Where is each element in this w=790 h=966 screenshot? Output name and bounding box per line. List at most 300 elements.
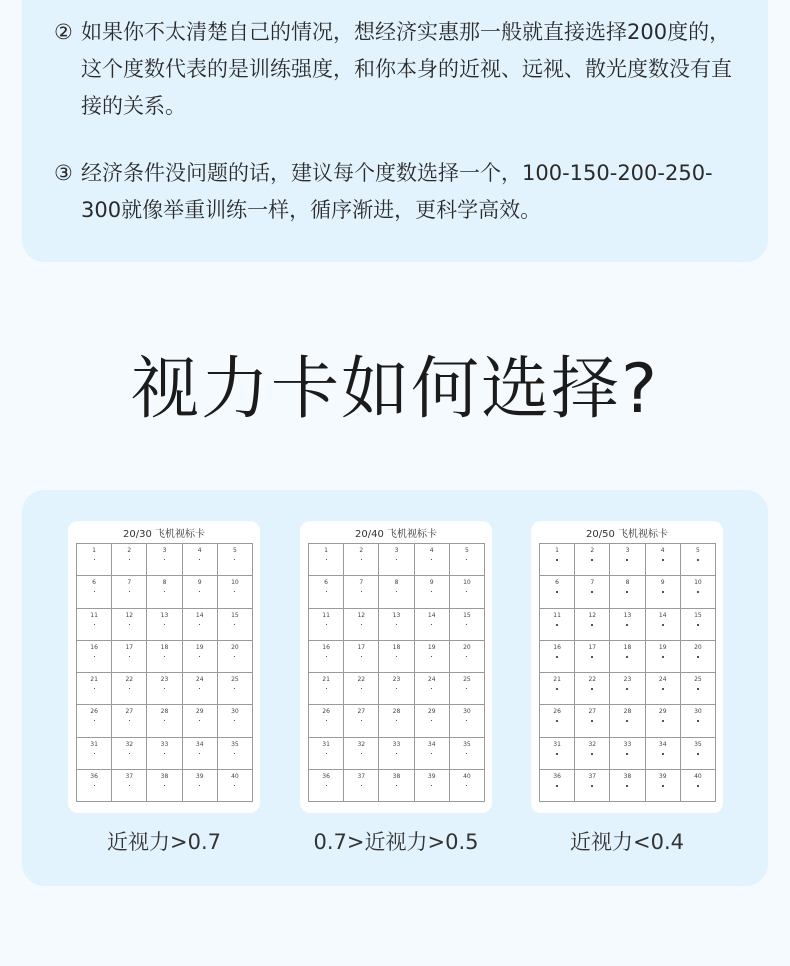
grid-cell-number: 12 <box>588 611 597 619</box>
target-mark <box>199 720 200 721</box>
target-mark <box>326 624 327 625</box>
grid-cell <box>344 544 379 576</box>
grid-cell <box>610 544 645 576</box>
grid-cell-number: 1 <box>324 547 328 554</box>
grid-cell-number: 28 <box>392 708 401 716</box>
grid-cell <box>415 673 450 705</box>
grid-cell-number: 16 <box>553 643 561 651</box>
target-mark <box>234 720 235 721</box>
grid-cell-number: 8 <box>625 579 630 587</box>
grid-cell <box>540 544 575 576</box>
target-mark <box>94 591 95 592</box>
grid-cell-number: 10 <box>694 579 702 587</box>
grid-cell-number: 37 <box>588 772 597 780</box>
target-mark <box>129 624 130 625</box>
grid-cell <box>218 738 253 770</box>
grid-cell-number: 13 <box>160 611 169 619</box>
grid-cell-number: 21 <box>322 676 330 683</box>
target-mark <box>361 785 362 786</box>
grid-cell <box>681 770 716 802</box>
grid-cell <box>112 641 147 673</box>
grid-cell <box>344 705 379 737</box>
card-grid <box>76 543 253 802</box>
target-mark <box>556 591 558 593</box>
target-mark <box>591 753 593 755</box>
grid-cell-number: 19 <box>658 643 667 651</box>
grid-cell-number: 2 <box>127 547 132 554</box>
grid-cell <box>540 609 575 641</box>
grid-cell-number: 23 <box>623 676 632 683</box>
grid-cell-number: 29 <box>427 708 436 716</box>
card-caption-1: 近视力>0.7 <box>107 830 221 854</box>
grid-cell <box>77 576 112 608</box>
target-mark <box>164 656 165 657</box>
target-mark <box>234 591 235 592</box>
target-mark <box>396 720 397 721</box>
grid-cell <box>681 673 716 705</box>
grid-cell <box>450 544 485 576</box>
grid-cell-number: 30 <box>694 708 702 716</box>
target-mark <box>431 785 432 786</box>
target-mark <box>697 785 699 787</box>
target-mark <box>662 720 664 722</box>
target-mark <box>94 559 95 560</box>
grid-cell <box>610 738 645 770</box>
grid-cell-number: 8 <box>162 579 167 587</box>
target-mark <box>591 624 593 626</box>
target-mark <box>199 785 200 786</box>
grid-cell <box>681 609 716 641</box>
grid-cell <box>183 544 218 576</box>
target-mark <box>94 688 95 689</box>
grid-cell <box>344 641 379 673</box>
grid-cell <box>112 673 147 705</box>
card-title: 20/40 飞机视标卡 <box>355 529 437 540</box>
target-mark <box>129 785 130 786</box>
grid-cell-number: 7 <box>590 579 595 587</box>
target-mark <box>361 624 362 625</box>
grid-cell <box>77 641 112 673</box>
target-mark <box>164 624 165 625</box>
grid-cell-number: 35 <box>231 740 239 748</box>
target-mark <box>431 753 432 754</box>
grid-cell-number: 33 <box>392 740 401 748</box>
grid-cell <box>681 544 716 576</box>
target-mark <box>326 785 327 786</box>
target-mark <box>626 656 628 658</box>
grid-cell-number: 22 <box>588 676 597 683</box>
grid-cell-number: 33 <box>160 740 169 748</box>
target-mark <box>199 688 200 689</box>
grid-cell-number: 12 <box>125 611 134 619</box>
target-mark <box>129 753 130 754</box>
grid-cell <box>147 673 182 705</box>
target-mark <box>361 720 362 721</box>
grid-cell <box>575 641 610 673</box>
target-mark <box>199 591 200 592</box>
grid-cell <box>415 609 450 641</box>
grid-cell-number: 10 <box>463 579 471 587</box>
grid-cell-number: 26 <box>553 708 561 716</box>
card-title: 20/50 飞机视标卡 <box>586 529 668 540</box>
target-mark <box>94 720 95 721</box>
grid-cell <box>379 705 414 737</box>
grid-cell-number: 40 <box>231 772 239 780</box>
target-mark <box>234 753 235 754</box>
target-mark <box>431 720 432 721</box>
target-mark <box>234 688 235 689</box>
target-mark <box>361 559 362 560</box>
target-mark <box>326 656 327 657</box>
grid-cell <box>77 738 112 770</box>
grid-cell <box>344 673 379 705</box>
grid-cell <box>610 770 645 802</box>
grid-cell-number: 11 <box>90 611 98 619</box>
grid-cell <box>379 576 414 608</box>
card-title: 20/30 飞机视标卡 <box>123 529 205 540</box>
grid-cell <box>309 770 344 802</box>
target-mark <box>466 785 467 786</box>
grid-cell <box>540 576 575 608</box>
target-mark <box>626 624 628 626</box>
grid-cell <box>112 576 147 608</box>
grid-cell <box>540 705 575 737</box>
target-mark <box>326 559 327 560</box>
grid-cell-number: 18 <box>392 643 401 651</box>
grid-cell <box>77 705 112 737</box>
tip-3-number: ③ <box>54 161 73 185</box>
grid-cell-number: 9 <box>429 579 434 587</box>
grid-cell-number: 38 <box>392 772 401 780</box>
target-mark <box>431 624 432 625</box>
grid-cell <box>112 705 147 737</box>
grid-cell <box>147 641 182 673</box>
grid-cell <box>415 770 450 802</box>
grid-cell <box>218 641 253 673</box>
grid-cell <box>575 576 610 608</box>
tip-3 <box>54 155 744 229</box>
grid-cell <box>450 770 485 802</box>
grid-cell-number: 31 <box>90 740 98 748</box>
tip-2 <box>54 14 744 125</box>
target-mark <box>431 688 432 689</box>
target-mark <box>94 785 95 786</box>
section-heading: 视力卡如何选择? <box>130 350 660 429</box>
grid-cell <box>681 738 716 770</box>
grid-cell-number: 25 <box>694 676 702 683</box>
grid-cell-number: 7 <box>127 579 132 587</box>
grid-cell <box>415 576 450 608</box>
grid-cell <box>540 738 575 770</box>
grid-cell-number: 27 <box>125 708 134 716</box>
grid-cell-number: 40 <box>463 772 471 780</box>
grid-cell <box>450 673 485 705</box>
grid-cell-number: 35 <box>694 740 702 748</box>
grid-cell <box>646 544 681 576</box>
grid-cell <box>218 576 253 608</box>
grid-cell <box>415 544 450 576</box>
grid-cell <box>344 738 379 770</box>
grid-cell-number: 6 <box>92 579 96 587</box>
grid-cell <box>415 738 450 770</box>
vision-card-20-30 <box>68 521 260 813</box>
target-mark <box>556 559 558 561</box>
grid-cell <box>415 641 450 673</box>
target-mark <box>626 753 628 755</box>
target-mark <box>396 591 397 592</box>
grid-cell <box>610 576 645 608</box>
grid-cell-number: 29 <box>195 708 204 716</box>
grid-cell <box>450 609 485 641</box>
grid-cell <box>450 641 485 673</box>
target-mark <box>164 591 165 592</box>
grid-cell-number: 14 <box>658 611 667 619</box>
grid-cell-number: 15 <box>694 611 702 619</box>
target-mark <box>396 688 397 689</box>
grid-cell <box>183 738 218 770</box>
grid-cell <box>309 641 344 673</box>
target-mark <box>626 688 628 690</box>
grid-cell-number: 14 <box>427 611 436 619</box>
grid-cell-number: 38 <box>623 772 632 780</box>
grid-cell-number: 34 <box>427 740 436 748</box>
tip-2-number: ② <box>54 20 73 44</box>
grid-cell <box>112 544 147 576</box>
grid-cell-number: 9 <box>660 579 665 587</box>
target-mark <box>591 720 593 722</box>
grid-cell <box>344 576 379 608</box>
grid-cell-number: 3 <box>162 547 167 554</box>
grid-cell-number: 8 <box>394 579 399 587</box>
grid-cell-number: 3 <box>625 547 630 554</box>
grid-cell <box>646 770 681 802</box>
grid-cell <box>379 641 414 673</box>
grid-cell <box>575 673 610 705</box>
grid-cell <box>450 576 485 608</box>
target-mark <box>234 656 235 657</box>
grid-cell-number: 35 <box>463 740 471 748</box>
grid-cell-number: 39 <box>427 772 436 780</box>
grid-cell <box>610 705 645 737</box>
grid-cell-number: 28 <box>623 708 632 716</box>
grid-cell-number: 23 <box>392 676 401 683</box>
grid-cell <box>379 609 414 641</box>
grid-cell-number: 18 <box>160 643 169 651</box>
target-mark <box>466 559 467 560</box>
target-mark <box>164 688 165 689</box>
target-mark <box>697 624 699 626</box>
target-mark <box>662 656 664 658</box>
grid-cell <box>450 738 485 770</box>
target-mark <box>466 720 467 721</box>
target-mark <box>556 624 558 626</box>
grid-cell <box>183 705 218 737</box>
grid-cell-number: 22 <box>357 676 366 683</box>
target-mark <box>556 753 558 755</box>
grid-cell-number: 22 <box>125 676 134 683</box>
target-mark <box>556 656 558 658</box>
grid-cell <box>540 641 575 673</box>
grid-cell-number: 36 <box>90 772 98 780</box>
target-mark <box>129 559 130 560</box>
target-mark <box>466 656 467 657</box>
target-mark <box>591 591 593 593</box>
grid-cell <box>575 705 610 737</box>
target-mark <box>396 624 397 625</box>
grid-cell <box>309 544 344 576</box>
grid-cell-number: 12 <box>357 611 366 619</box>
card-grid <box>539 543 716 802</box>
target-mark <box>626 720 628 722</box>
grid-cell-number: 7 <box>359 579 364 587</box>
grid-cell <box>77 609 112 641</box>
grid-cell <box>309 738 344 770</box>
target-mark <box>556 688 558 690</box>
grid-cell <box>681 705 716 737</box>
grid-cell <box>218 705 253 737</box>
target-mark <box>94 656 95 657</box>
grid-cell-number: 32 <box>357 740 366 748</box>
grid-cell-number: 9 <box>197 579 202 587</box>
target-mark <box>556 720 558 722</box>
grid-cell-number: 5 <box>695 547 700 554</box>
grid-cell-number: 24 <box>658 676 667 683</box>
target-mark <box>466 591 467 592</box>
target-mark <box>361 688 362 689</box>
grid-cell <box>379 544 414 576</box>
target-mark <box>662 688 664 690</box>
grid-cell-number: 30 <box>463 708 471 716</box>
grid-cell <box>646 641 681 673</box>
grid-cell <box>540 673 575 705</box>
grid-cell-number: 34 <box>658 740 667 748</box>
target-mark <box>326 753 327 754</box>
target-mark <box>697 753 699 755</box>
grid-cell-number: 10 <box>231 579 239 587</box>
grid-cell-number: 18 <box>623 643 632 651</box>
target-mark <box>697 559 699 561</box>
grid-cell-number: 5 <box>464 547 469 554</box>
grid-cell-number: 39 <box>195 772 204 780</box>
target-mark <box>662 559 664 561</box>
grid-cell-number: 5 <box>232 547 237 554</box>
target-mark <box>129 591 130 592</box>
grid-cell <box>147 576 182 608</box>
grid-cell-number: 26 <box>90 708 98 716</box>
grid-cell <box>218 770 253 802</box>
target-mark <box>697 656 699 658</box>
grid-cell-number: 34 <box>195 740 204 748</box>
grid-cell-number: 36 <box>553 772 561 780</box>
grid-cell <box>77 544 112 576</box>
target-mark <box>591 688 593 690</box>
grid-cell-number: 37 <box>125 772 134 780</box>
target-mark <box>591 785 593 787</box>
grid-cell-number: 26 <box>322 708 330 716</box>
grid-cell-number: 2 <box>590 547 595 554</box>
grid-cell <box>379 673 414 705</box>
grid-cell <box>681 641 716 673</box>
target-mark <box>396 559 397 560</box>
grid-cell-number: 31 <box>322 740 330 748</box>
grid-cell-number: 30 <box>231 708 239 716</box>
target-mark <box>199 624 200 625</box>
grid-cell-number: 1 <box>92 547 96 554</box>
grid-cell <box>575 738 610 770</box>
grid-cell-number: 2 <box>359 547 364 554</box>
grid-cell <box>218 609 253 641</box>
target-mark <box>326 720 327 721</box>
grid-cell-number: 29 <box>658 708 667 716</box>
target-mark <box>466 753 467 754</box>
grid-cell <box>147 738 182 770</box>
grid-cell-number: 36 <box>322 772 330 780</box>
grid-cell <box>575 544 610 576</box>
target-mark <box>129 688 130 689</box>
target-mark <box>361 656 362 657</box>
tip-3-text: 经济条件没问题的话，建议每个度数选择一个，100-150-200-250-300就像举重训练一样，循序渐进，更科学高效。 <box>81 161 713 222</box>
target-mark <box>556 785 558 787</box>
target-mark <box>129 656 130 657</box>
grid-cell-number: 25 <box>463 676 471 683</box>
grid-cell-number: 24 <box>195 676 204 683</box>
target-mark <box>466 624 467 625</box>
card-caption-2: 0.7>近视力>0.5 <box>313 830 479 854</box>
grid-cell <box>183 770 218 802</box>
target-mark <box>234 785 235 786</box>
target-mark <box>591 559 593 561</box>
tip-2-text: 如果你不太清楚自己的情况，想经济实惠那一般就直接选择200度的，这个度数代表的是训练强度，和你本身的近视、远视、散光度数没有直接的关系。 <box>81 20 732 118</box>
grid-cell-number: 24 <box>427 676 436 683</box>
target-mark <box>626 591 628 593</box>
grid-cell-number: 14 <box>195 611 204 619</box>
grid-cell <box>379 770 414 802</box>
grid-cell <box>112 609 147 641</box>
grid-cell <box>147 544 182 576</box>
grid-cell-number: 13 <box>623 611 632 619</box>
grid-cell-number: 3 <box>394 547 399 554</box>
grid-cell <box>646 609 681 641</box>
grid-cell-number: 27 <box>357 708 366 716</box>
grid-cell-number: 15 <box>231 611 239 619</box>
grid-cell <box>681 576 716 608</box>
target-mark <box>326 688 327 689</box>
target-mark <box>591 656 593 658</box>
grid-cell-number: 16 <box>90 643 98 651</box>
grid-cell-number: 19 <box>427 643 436 651</box>
grid-cell <box>77 673 112 705</box>
target-mark <box>697 688 699 690</box>
target-mark <box>396 785 397 786</box>
grid-cell <box>183 673 218 705</box>
grid-cell-number: 4 <box>660 547 665 554</box>
grid-cell <box>415 705 450 737</box>
grid-cell-number: 25 <box>231 676 239 683</box>
grid-cell <box>309 673 344 705</box>
grid-cell-number: 4 <box>197 547 202 554</box>
target-mark <box>361 753 362 754</box>
grid-cell-number: 33 <box>623 740 632 748</box>
target-mark <box>94 624 95 625</box>
vision-card-20-50 <box>531 521 723 813</box>
grid-cell-number: 32 <box>588 740 597 748</box>
target-mark <box>234 559 235 560</box>
target-mark <box>234 624 235 625</box>
target-mark <box>361 591 362 592</box>
grid-cell <box>147 770 182 802</box>
target-mark <box>164 753 165 754</box>
target-mark <box>94 753 95 754</box>
